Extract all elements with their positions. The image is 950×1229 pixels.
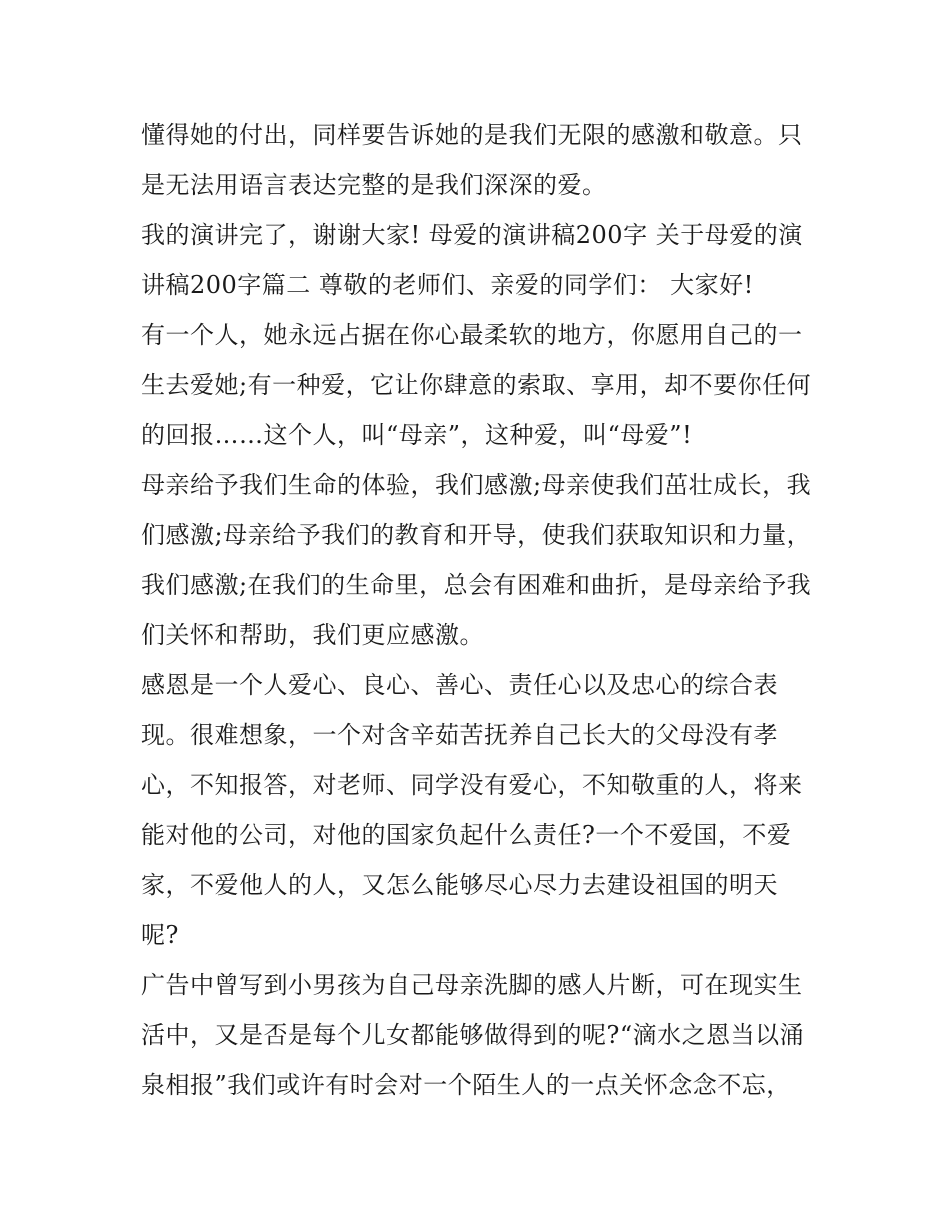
paragraph-2: 我的演讲完了，谢谢大家! 母爱的演讲稿200字 关于母爱的演讲稿200字篇二 尊敬的老师们、亲爱的同学们： 大家好!	[141, 221, 803, 299]
paragraph-6: 广告中曾写到小男孩为自己母亲洗脚的感人片断，可在现实生活中，又是否是每个儿女都能够做得到的呢?“滴水之恩当以涌泉相报”我们或许有时会对一个陌生人的一点关怀念念不忘，	[141, 971, 805, 1099]
document-body	[141, 110, 813, 1110]
paragraph-1: 懂得她的付出，同样要告诉她的是我们无限的感激和敬意。只是无法用语言表达完整的是我们深深的爱。	[141, 121, 803, 199]
paragraph-5: 感恩是一个人爱心、良心、善心、责任心以及忠心的综合表现。很难想象，一个对含辛茹苦抚养自己长大的父母没有孝心，不知报答，对老师、同学没有爱心，不知敬重的人，将来能对他的公司，对他的国家负起什么责任?一个不爱国，不爱家，不爱他人的人，又怎么能够尽心尽力去建设祖国的明天呢?	[141, 671, 803, 949]
paragraph-4: 母亲给予我们生命的体验，我们感激;母亲使我们茁壮成长，我们感激;母亲给予我们的教育和开导，使我们获取知识和力量，我们感激;在我们的生命里，总会有困难和曲折，是母亲给予我们关怀和帮助，我们更应感激。	[141, 471, 812, 649]
paragraph-3: 有一个人，她永远占据在你心最柔软的地方，你愿用自己的一生去爱她;有一种爱，它让你肆意的索取、享用，却不要你任何的回报……这个人，叫“母亲”，这种爱，叫“母爱”!	[141, 321, 812, 449]
